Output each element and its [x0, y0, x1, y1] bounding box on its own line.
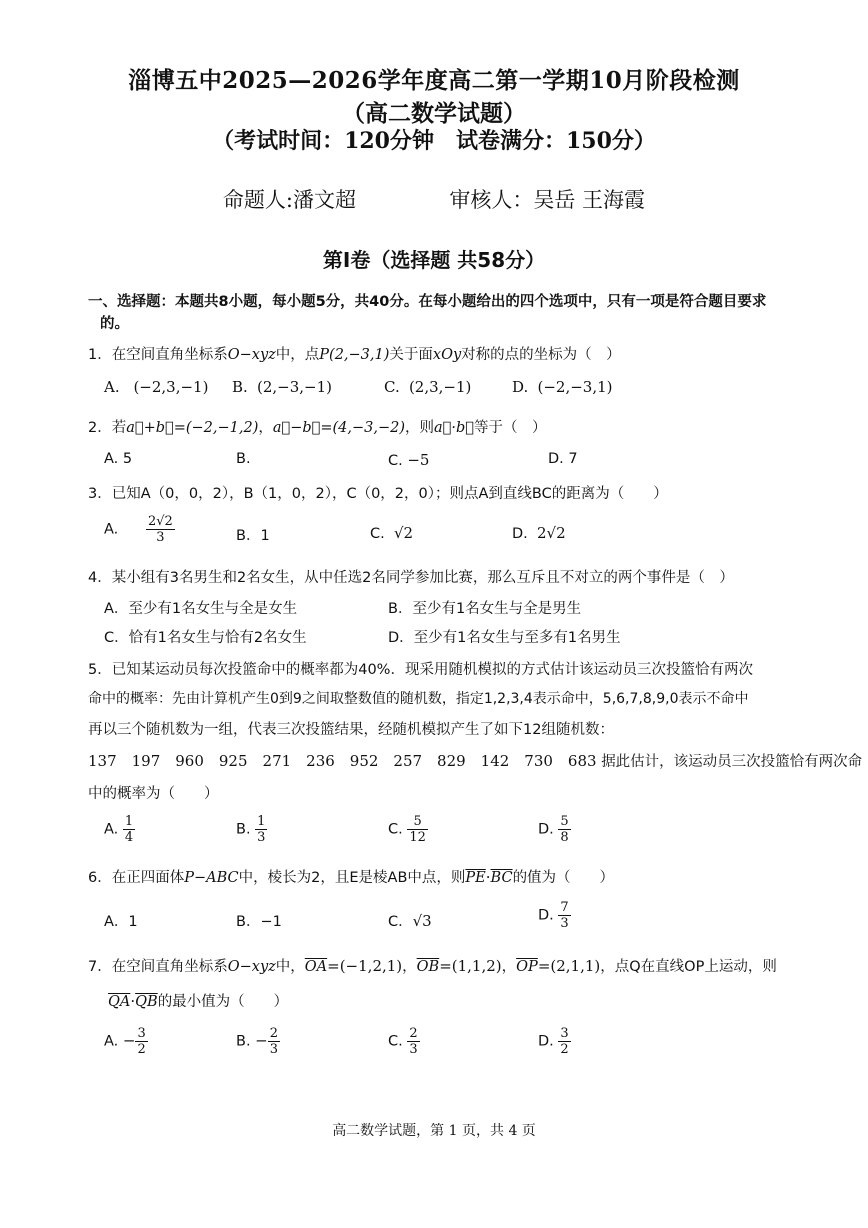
q1-option-c: C. (2,3,−1) — [384, 378, 472, 396]
exam-subject: （高二数学试题） — [342, 100, 526, 127]
question-7: 7．在空间直角坐标系O−xyz中，$\overline{OA}=(-1,2,1)$，$\overline{OB}=(1,1,2)$，$\overline{OP}=(2,1,1)$，点Q在直线OP上运动，则 — [88, 957, 777, 975]
q7-option-c: C. $\frac{2}{3}$ — [388, 1026, 418, 1057]
question-1: 1．在空间直角坐标系O−xyz中，点P(2,−3,1)关于面xOy对称的点的坐标为（ ） — [88, 347, 621, 363]
instructions-cont: 的。 — [100, 316, 129, 332]
q2-option-d: D. 7 — [548, 451, 578, 467]
question-6: 6．在正四面体P−ABC中，棱长为2，且E是棱AB中点，则$\overline{PE}\cdot\overline{BC}$的值为（ ） — [88, 868, 615, 886]
q5-option-b: B. $\frac{1}{3}$ — [236, 814, 266, 845]
page-footer: 高二数学试题，第 1 页，共 4 页 — [332, 1123, 536, 1139]
q2-option-b: B. — [236, 451, 251, 467]
q7-option-d: D. $\frac{3}{2}$ — [538, 1026, 569, 1057]
q6-option-a: A．1 — [104, 914, 138, 930]
q1-option-d: D. (−2,−3,1) — [512, 378, 613, 396]
question-7-cont: $\overline{QA}\cdot\overline{QB}$的最小值为（ ） — [108, 992, 289, 1010]
q4-option-a: A．至少有1名女生与全是女生 — [104, 601, 298, 617]
section-title: 第Ⅰ卷（选择题 共58分） — [322, 248, 546, 272]
question-3: 3．已知A（0，0，2），B（1，0，2），C（0，2，0）；则点A到直线BC的距离为（ ） — [88, 486, 668, 502]
question-5-line3: 再以三个随机数为一组，代表三次投篮结果，经随机模拟产生了如下12组随机数： — [88, 722, 614, 738]
q6-option-b: B．−1 — [236, 914, 282, 930]
q7-option-b: B. − $\frac{2}{3}$ — [236, 1026, 279, 1057]
q3-option-a: A. $\frac{2√2}{3}$ — [104, 514, 173, 545]
question-5-line1: 5．已知某运动员每次投篮命中的概率都为40%．现采用随机模拟的方式估计该运动员三次投篮恰有两次 — [88, 662, 753, 678]
question-5-line2: 命中的概率：先由计算机产生0到9之间取整数值的随机数，指定1,2,3,4表示命中，5,6,7,8,9,0表示不命中 — [88, 691, 749, 707]
instructions: 一、选择题：本题共8小题，每小题5分，共40分。在每小题给出的四个选项中，只有一项是符合题目要求 — [88, 294, 767, 310]
question-5-line4: 137 197 960 925 271 236 952 257 829 142 730 683 据此估计，该运动员三次投篮恰有两次命 — [88, 752, 863, 770]
q1-option-a: A. (−2,3,−1) — [104, 378, 209, 396]
q3-option-b: B．1 — [236, 528, 270, 544]
q3-option-c: C. √2 — [370, 524, 414, 542]
q7-option-a: A. − $\frac{3}{2}$ — [104, 1026, 146, 1057]
q5-option-a: A. $\frac{1}{4}$ — [104, 814, 134, 845]
q2-option-c: C. −5 — [388, 451, 430, 469]
q2-option-a: A. 5 — [104, 451, 133, 467]
q5-option-d: D. $\frac{5}{8}$ — [538, 814, 569, 845]
question-5-line5: 中的概率为（ ） — [88, 786, 219, 802]
question-4: 4．某小组有3名男生和2名女生，从中任选2名同学参加比赛，那么互斥且不对立的两个事件是（ ） — [88, 570, 734, 586]
q4-option-d: D．至少有1名女生与至多有1名男生 — [388, 630, 621, 646]
q6-option-c: C．√3 — [388, 912, 432, 930]
reviewers: 审核人：吴岳 王海霞 — [449, 188, 646, 212]
authors-line — [0, 184, 868, 214]
q5-option-c: C. $\frac{5}{12}$ — [388, 814, 426, 845]
q1-option-b: B. (2,−3,−1) — [232, 378, 333, 396]
q4-option-c: C．恰有1名女生与恰有2名女生 — [104, 630, 307, 646]
q6-option-d: D. $\frac{7}{3}$ — [538, 900, 569, 931]
exam-title: 淄博五中2025—2026学年度高二第一学期10月阶段检测 — [128, 67, 740, 94]
q4-option-b: B．至少有1名女生与全是男生 — [388, 601, 582, 617]
author: 命题人:潘文超 — [222, 188, 356, 212]
random-numbers: 137 197 960 925 271 236 952 257 829 142 730 683 — [88, 752, 597, 770]
question-2: 2．若a⃗+b⃗=(−2,−1,2)，a⃗−b⃗=(4,−3,−2)，则a⃗·b⃗等于（ ） — [88, 420, 547, 436]
exam-time-score: （考试时间：120分钟 试卷满分：150分） — [212, 128, 656, 154]
q3-option-d: D. 2√2 — [512, 524, 566, 542]
